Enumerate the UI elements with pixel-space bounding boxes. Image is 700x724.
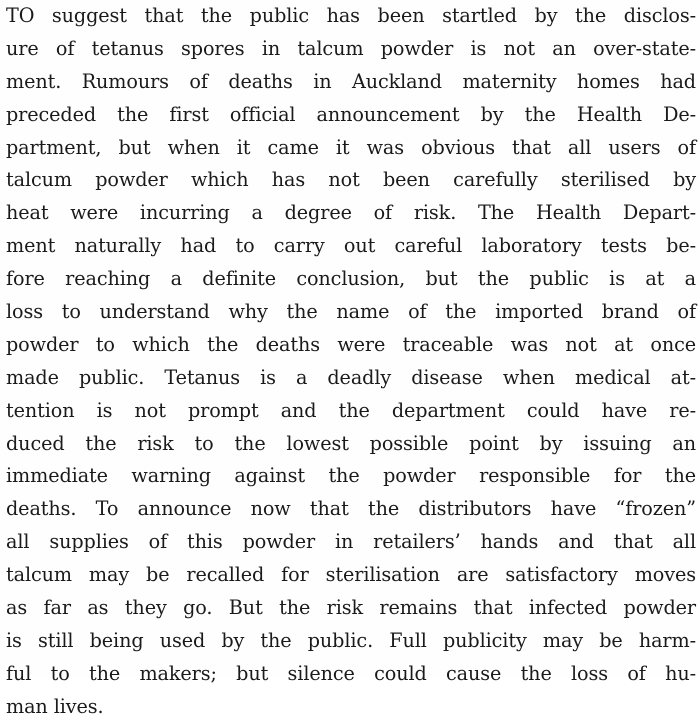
text-line-16: deaths. To announce now that the distributors have “frozen”	[6, 497, 696, 521]
text-line-11: powder to which the deaths were traceable was not at once	[6, 332, 696, 356]
text-line-5: partment, but when it came it was obvious that all users of	[6, 135, 696, 159]
text-line-2: ure of tetanus spores in talcum powder is not an over-state-	[6, 36, 696, 60]
text-line-21: ful to the makers; but silence could cause the loss of hu-	[6, 661, 696, 685]
article-paragraph	[6, 0, 696, 724]
text-line-17: all supplies of this powder in retailers’ hands and that all	[6, 530, 696, 554]
text-line-10: loss to understand why the name of the imported brand of	[6, 300, 696, 324]
text-line-20: is still being used by the public. Full publicity may be harm-	[6, 628, 696, 652]
text-line-9: fore reaching a definite conclusion, but the public is at a	[6, 267, 696, 291]
text-line-8: ment naturally had to carry out careful laboratory tests be-	[6, 234, 696, 258]
text-line-19: as far as they go. But the risk remains that infected powder	[6, 596, 696, 620]
text-line-22: man lives.	[6, 694, 104, 718]
text-line-18: talcum may be recalled for sterilisation are satisfactory moves	[6, 563, 696, 587]
text-line-4: preceded the first official announcement by the Health De-	[6, 102, 696, 126]
text-line-6: talcum powder which has not been carefully sterilised by	[6, 168, 696, 192]
text-line-7: heat were incurring a degree of risk. The Health Depart-	[6, 201, 696, 225]
text-line-14: duced the risk to the lowest possible point by issuing an	[6, 431, 696, 455]
text-line-15: immediate warning against the powder responsible for the	[6, 464, 696, 488]
text-line-1: TO suggest that the public has been startled by the disclos-	[6, 4, 696, 27]
text-line-3: ment. Rumours of deaths in Auckland maternity homes had	[6, 69, 696, 93]
text-line-12: made public. Tetanus is a deadly disease when medical at-	[6, 365, 696, 389]
text-line-13: tention is not prompt and the department could have re-	[6, 398, 696, 422]
